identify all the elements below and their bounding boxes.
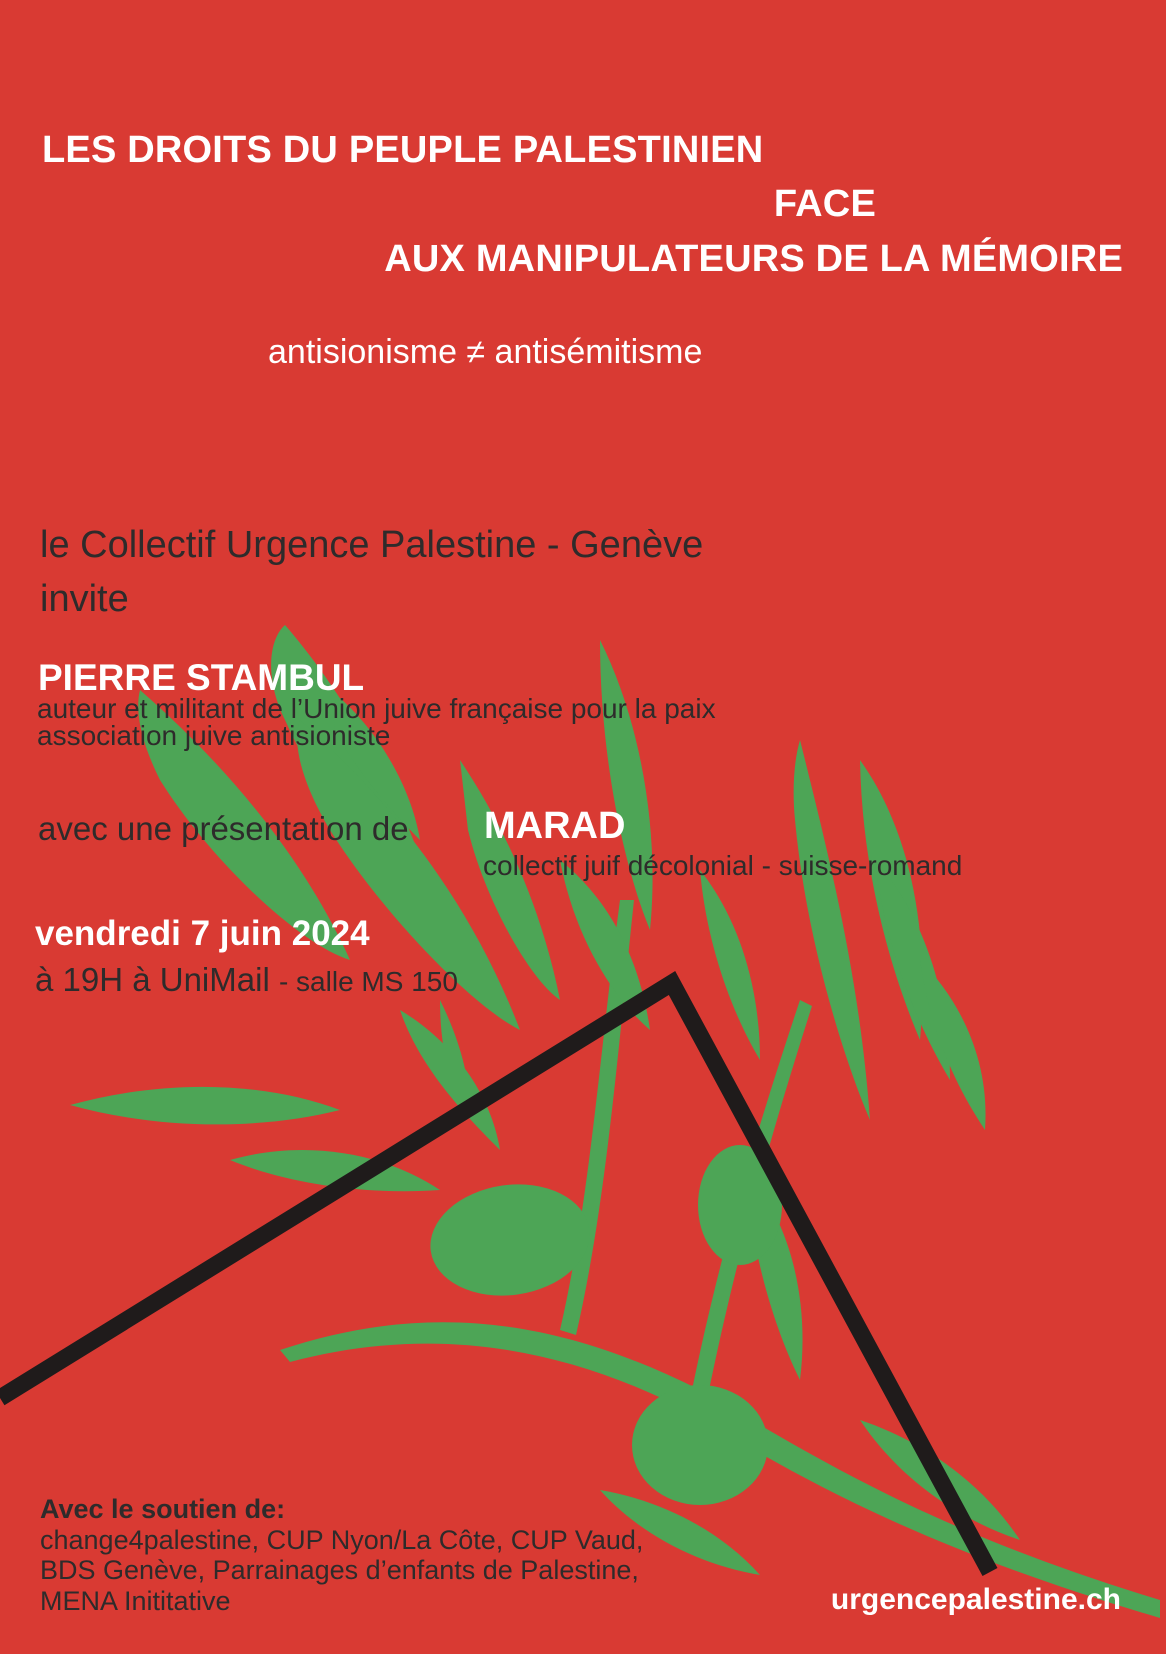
event-date: vendredi 7 juin 2024 — [35, 914, 370, 953]
event-time-place — [35, 963, 458, 996]
presentation-name: MARAD — [484, 805, 626, 847]
time-and-venue: à 19H à UniMail — [35, 961, 270, 998]
room: - salle MS 150 — [278, 966, 458, 997]
speaker-description-2: association juive antisioniste — [37, 720, 391, 751]
olive-branch — [70, 625, 1160, 1618]
website-link[interactable]: urgencepalestine.ch — [830, 1583, 1121, 1616]
invite-text: invite — [40, 578, 129, 620]
support-block — [40, 1494, 643, 1616]
support-line-2: BDS Genève, Parrainages d’enfants de Palestine, — [40, 1555, 639, 1585]
title-line-3: AUX MANIPULATEURS DE LA MÉMOIRE — [384, 238, 1123, 280]
support-line-1: change4palestine, CUP Nyon/La Côte, CUP Vaud, — [40, 1524, 644, 1555]
title-line-1: LES DROITS DU PEUPLE PALESTINIEN — [42, 129, 764, 171]
support-line-3: MENA Inititative — [40, 1585, 231, 1616]
speaker-name: PIERRE STAMBUL — [38, 657, 365, 698]
presentation-description: collectif juif décolonial - suisse-romand — [483, 850, 963, 881]
subtitle: antisionisme ≠ antisémitisme — [268, 333, 703, 371]
title-line-2: FACE — [773, 183, 876, 225]
presentation-prefix: avec une présentation de — [38, 810, 409, 847]
speaker-description-1: auteur et militant de l’Union juive française pour la paix — [37, 693, 716, 724]
organizer: le Collectif Urgence Palestine - Genève — [40, 524, 704, 566]
support-heading: Avec le soutien de: — [40, 1494, 286, 1524]
